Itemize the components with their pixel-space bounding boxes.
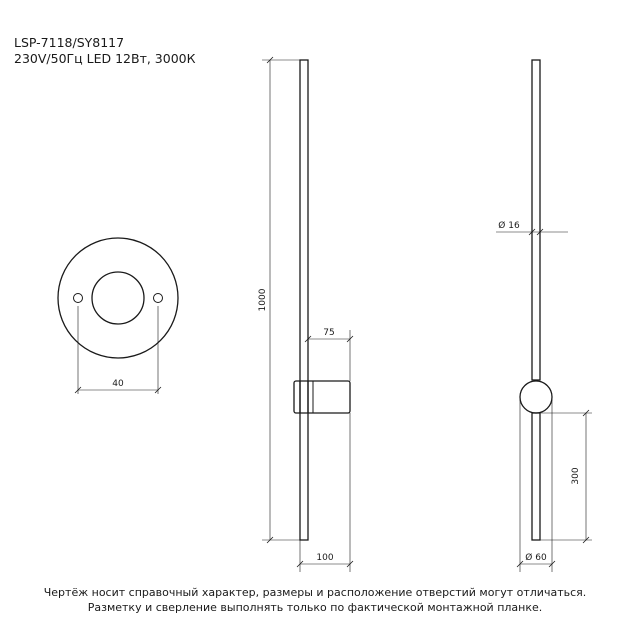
mounting-plate-outline [58, 238, 178, 358]
front-sphere [520, 381, 552, 413]
label-sphere-diameter: Ø 60 [525, 553, 547, 563]
front-rod-upper [532, 60, 540, 380]
disclaimer-note [0, 585, 630, 615]
side-rod [300, 60, 308, 540]
label-rod-diameter: Ø 16 [498, 221, 520, 231]
label-body-depth: 75 [323, 328, 335, 338]
front-view [496, 60, 592, 572]
disclaimer-line-2: Разметку и сверление выполнять только по фактической монтажной планке. [87, 601, 543, 614]
label-hole-spacing: 40 [112, 379, 124, 389]
side-mount-body [294, 381, 350, 413]
label-body-width: 100 [316, 553, 334, 563]
center-opening [92, 272, 144, 324]
mounting-plate-view [58, 238, 178, 394]
disclaimer-line-1: Чертёж носит справочный характер, размеры и расположение отверстий могут отличаться. [43, 586, 587, 599]
label-lower-length: 300 [571, 467, 581, 485]
electrical-spec: 230V/50Гц LED 12Вт, 3000К [14, 51, 196, 66]
mount-hole-right [154, 294, 163, 303]
label-total-length: 1000 [258, 288, 268, 312]
side-view [262, 57, 353, 572]
mount-hole-left [74, 294, 83, 303]
model-title: LSP-7118/SY8117 [14, 35, 125, 50]
front-rod-lower [532, 413, 540, 540]
